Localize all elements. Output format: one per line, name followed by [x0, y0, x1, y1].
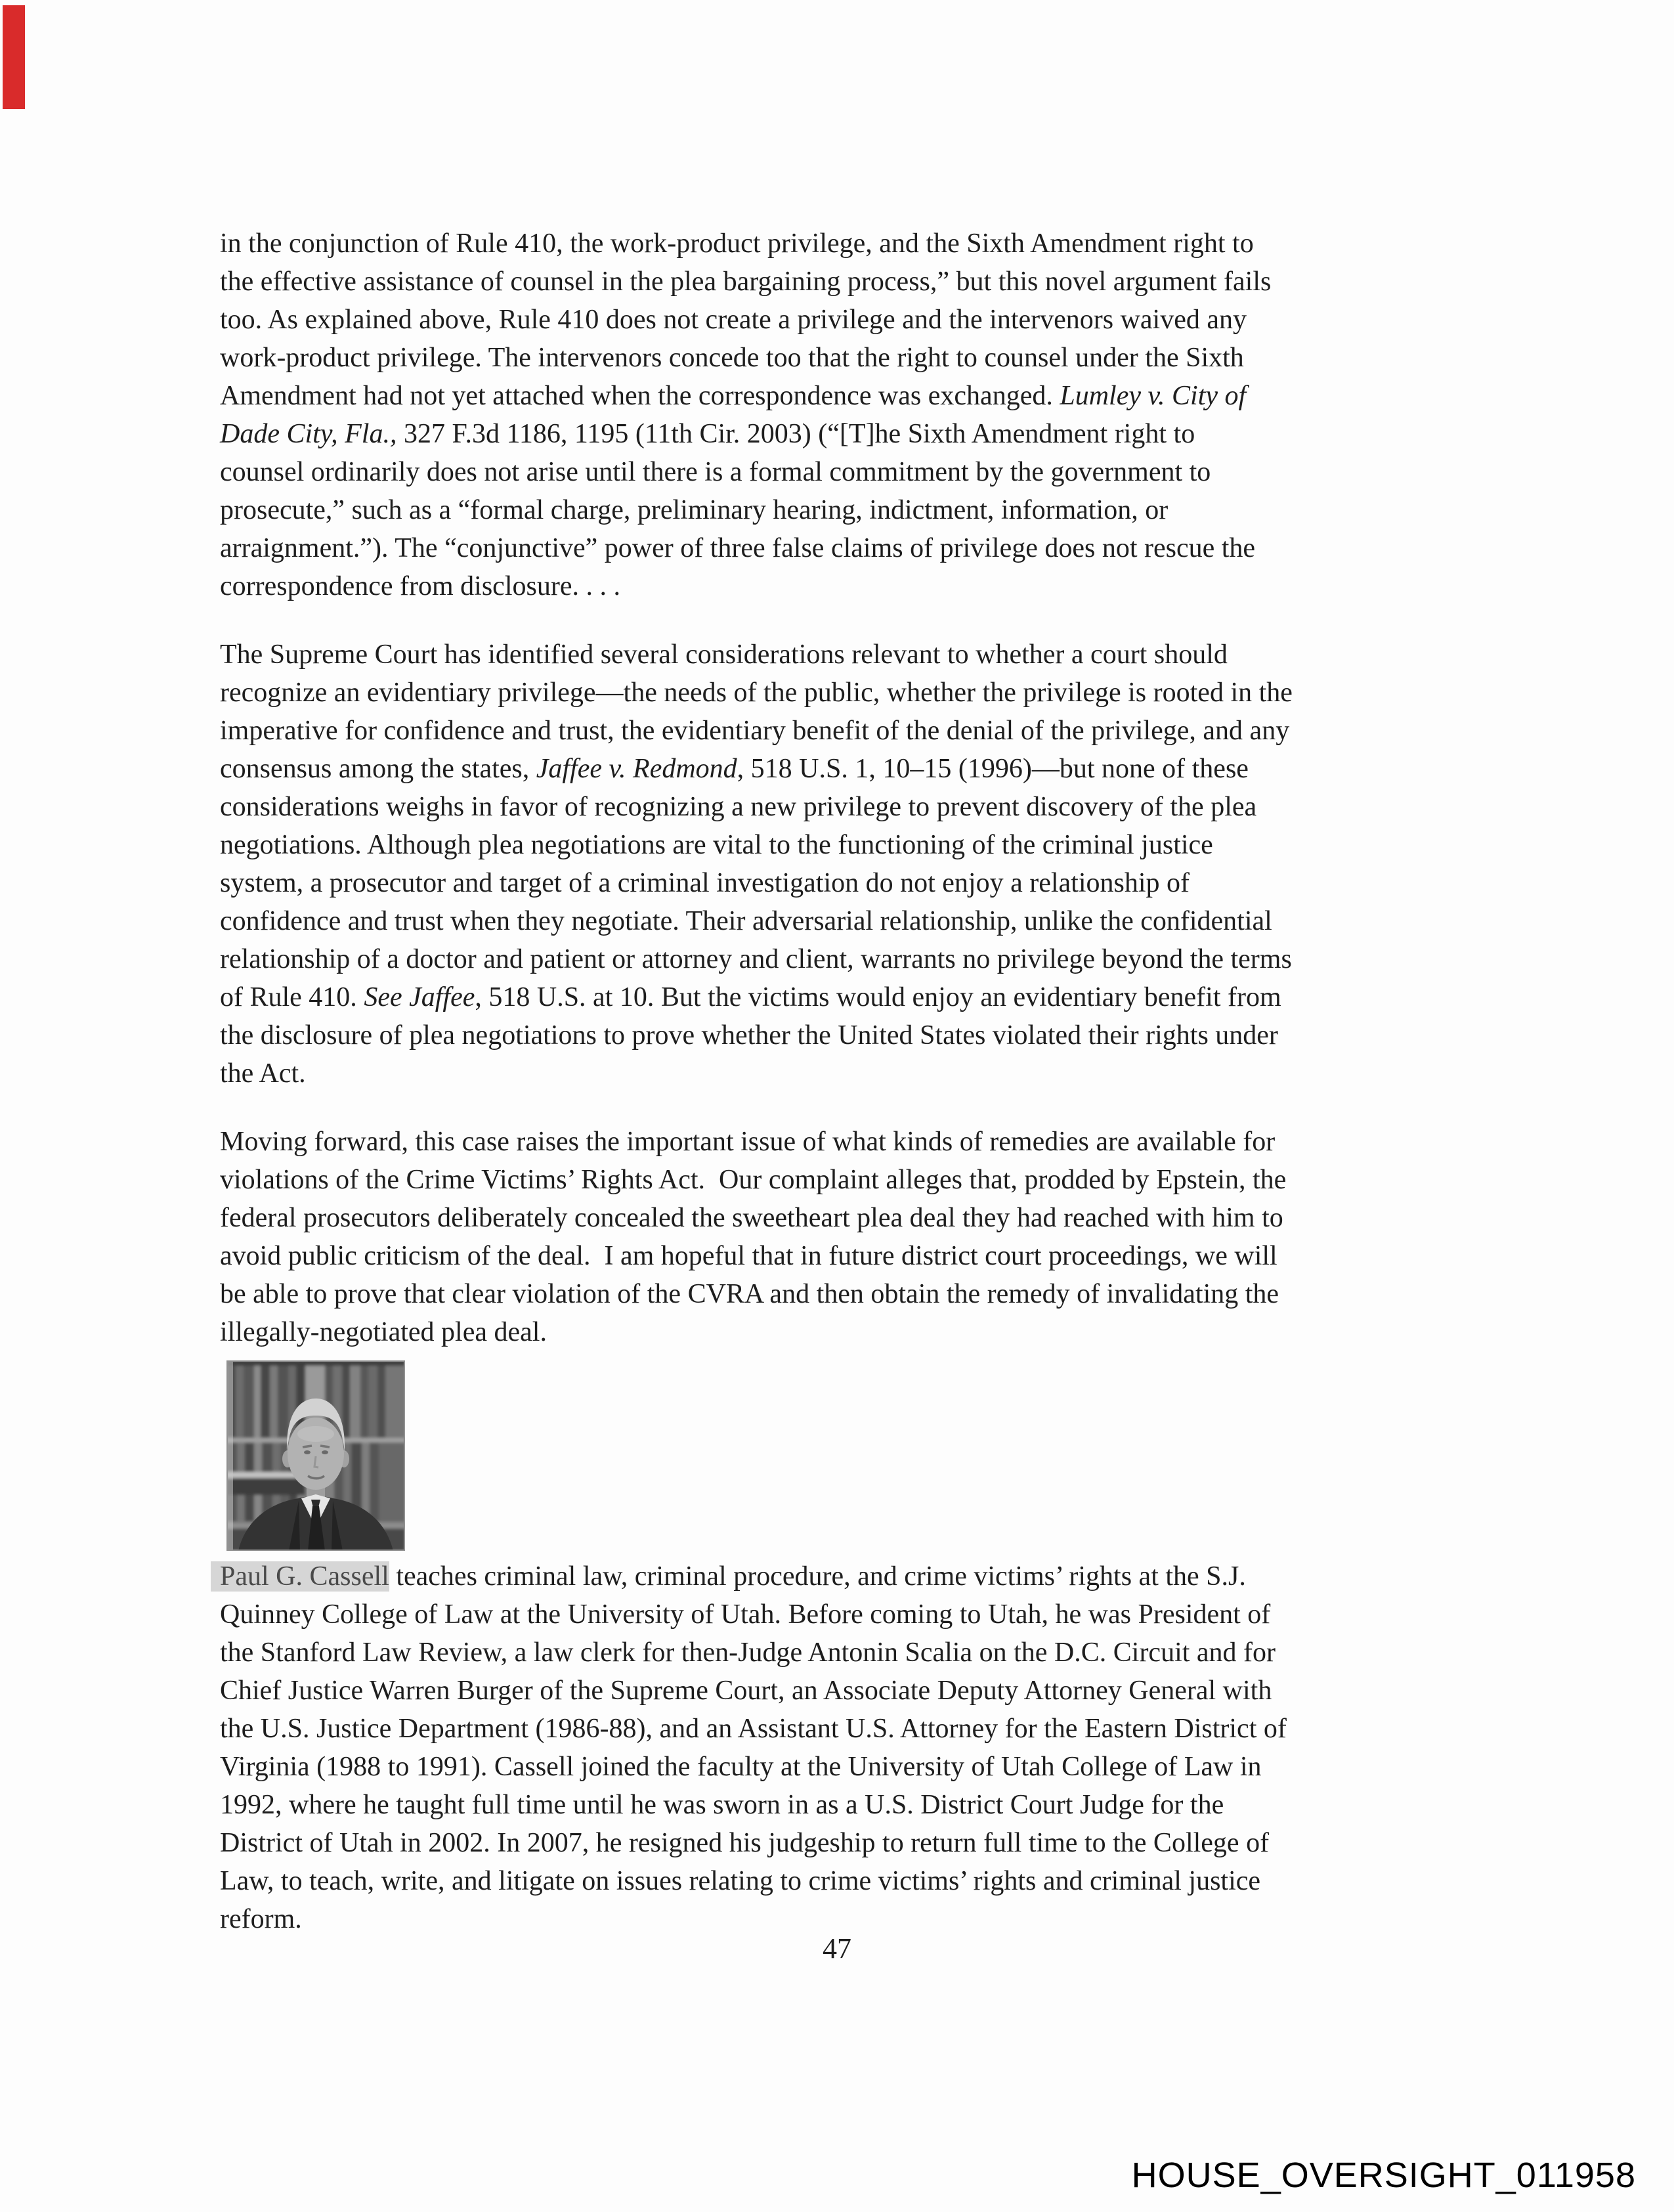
text-run: Dade City, Fla., — [220, 419, 397, 449]
text-run: arraignment.”). The “conjunctive” power of three false claims of privilege does not rescue the — [220, 533, 1256, 563]
text-line — [220, 529, 1467, 567]
text-run: 327 F.3d 1186, 1195 (11th Cir. 2003) (“[T]he Sixth Amendment right to — [397, 419, 1195, 449]
text-line — [220, 1313, 1467, 1351]
text-line — [220, 1275, 1467, 1313]
text-run: Moving forward, this case raises the important issue of what kinds of remedies are available for — [220, 1127, 1276, 1157]
paragraph — [220, 1557, 1467, 1938]
text-line — [220, 1123, 1467, 1161]
text-line — [220, 978, 1467, 1016]
text-run: Lumley v. City of — [1060, 381, 1247, 411]
text-run: the effective assistance of counsel in the plea bargaining process,” but this novel argument fails — [220, 267, 1272, 297]
text-line — [220, 636, 1467, 674]
text-line — [220, 1054, 1467, 1093]
text-line — [220, 377, 1467, 415]
text-run: too. As explained above, Rule 410 does not create a privilege and the intervenors waived any — [220, 305, 1247, 335]
text-line — [220, 1016, 1467, 1054]
text-line — [220, 1786, 1467, 1824]
text-run: the disclosure of plea negotiations to prove whether the United States violated their rights under — [220, 1020, 1278, 1051]
text-run: violations of the Crime Victims’ Rights Act. Our complaint alleges that, prodded by Epstein, the — [220, 1165, 1287, 1195]
paragraph — [220, 225, 1467, 605]
text-run: Quinney College of Law at the University of Utah. Before coming to Utah, he was President of — [220, 1599, 1271, 1630]
text-run: Virginia (1988 to 1991). Cassell joined the faculty at the University of Utah College of Law in — [220, 1752, 1262, 1782]
text-run: prosecute,” such as a “formal charge, preliminary hearing, indictment, information, or — [220, 495, 1169, 525]
text-run: relationship of a doctor and patient or attorney and client, warrants no privilege beyond the terms — [220, 944, 1292, 974]
text-line — [220, 1672, 1467, 1710]
text-run: correspondence from disclosure. . . . — [220, 571, 620, 601]
text-line — [220, 712, 1467, 750]
paul-g-cassell-photo — [226, 1360, 405, 1551]
text-run: avoid public criticism of the deal. I am hopeful that in future district court proceedings, we will — [220, 1241, 1277, 1271]
text-run: system, a prosecutor and target of a criminal investigation do not enjoy a relationship of — [220, 868, 1190, 898]
text-run: Chief Justice Warren Burger of the Supreme Court, an Associate Deputy Attorney General with — [220, 1676, 1272, 1706]
text-line — [220, 567, 1467, 605]
text-run: District of Utah in 2002. In 2007, he resigned his judgeship to return full time to the College of — [220, 1828, 1270, 1858]
text-line — [220, 750, 1467, 788]
text-run: Law, to teach, write, and litigate on issues relating to crime victims’ rights and criminal justice — [220, 1866, 1261, 1896]
text-line — [220, 225, 1467, 263]
page-number: 47 — [823, 1932, 851, 1964]
portrait-image — [226, 1360, 405, 1551]
text-run: recognize an evidentiary privilege—the needs of the public, whether the privilege is rooted in the — [220, 678, 1293, 708]
text-run: 1992, where he taught full time until he was sworn in as a U.S. District Court Judge for the — [220, 1790, 1224, 1820]
text-line — [220, 1595, 1467, 1634]
text-line — [220, 1748, 1467, 1786]
bates-stamp: HOUSE_OVERSIGHT_011958 — [1131, 2156, 1636, 2195]
text-run: work-product privilege. The intervenors concede too that the right to counsel under the Sixth — [220, 343, 1244, 373]
highlighted-name: Paul G. Cassell — [220, 1561, 389, 1592]
text-run: the Act. — [220, 1058, 306, 1089]
text-line — [220, 902, 1467, 940]
text-run: in the conjunction of Rule 410, the work-product privilege, and the Sixth Amendment right to — [220, 228, 1254, 259]
text-run: Amendment had not yet attached when the correspondence was exchanged. — [220, 381, 1060, 411]
document-body — [220, 225, 1467, 1351]
text-run: confidence and trust when they negotiate. Their adversarial relationship, unlike the confidential — [220, 906, 1272, 936]
text-line — [220, 1237, 1467, 1275]
text-line — [220, 826, 1467, 864]
text-run: imperative for confidence and trust, the evidentiary benefit of the denial of the privilege, and any — [220, 716, 1290, 746]
text-line — [220, 674, 1467, 712]
text-run: consensus among the states, — [220, 754, 536, 784]
text-run: The Supreme Court has identified several considerations relevant to whether a court should — [220, 640, 1228, 670]
text-line — [220, 1862, 1467, 1900]
text-line — [220, 1634, 1467, 1672]
text-line — [220, 1199, 1467, 1237]
text-run: counsel ordinarily does not arise until there is a formal commitment by the government to — [220, 457, 1211, 487]
document-content — [220, 225, 1467, 1938]
text-run: Jaffee v. Redmond — [536, 754, 737, 784]
text-line — [220, 453, 1467, 491]
text-line — [220, 301, 1467, 339]
text-run: the U.S. Justice Department (1986-88), and an Assistant U.S. Attorney for the Eastern District of — [220, 1714, 1287, 1744]
red-ink-margin-mark — [3, 5, 25, 109]
text-run: reform. — [220, 1904, 302, 1934]
text-run: illegally-negotiated plea deal. — [220, 1317, 547, 1347]
text-line — [220, 415, 1467, 453]
text-run: be able to prove that clear violation of the CVRA and then obtain the remedy of invalidating the — [220, 1279, 1279, 1309]
text-run: , 518 U.S. 1, 10–15 (1996)—but none of these — [737, 754, 1249, 784]
text-run: See Jaffee — [364, 982, 475, 1012]
text-line — [220, 788, 1467, 826]
text-line — [220, 940, 1467, 978]
text-line — [220, 263, 1467, 301]
text-line — [220, 1824, 1467, 1862]
text-run: , 518 U.S. at 10. But the victims would enjoy an evidentiary benefit from — [475, 982, 1281, 1012]
text-line — [220, 864, 1467, 902]
text-line — [220, 339, 1467, 377]
text-line — [220, 491, 1467, 529]
bio-paragraph — [220, 1557, 1467, 1938]
text-run: considerations weighs in favor of recognizing a new privilege to prevent discovery of the plea — [220, 792, 1257, 822]
text-run: the Stanford Law Review, a law clerk for then-Judge Antonin Scalia on the D.C. Circuit and for — [220, 1637, 1276, 1668]
text-line — [220, 1710, 1467, 1748]
text-run: teaches criminal law, criminal procedure, and crime victims’ rights at the S.J. — [389, 1561, 1246, 1592]
text-line — [220, 1161, 1467, 1199]
text-run: of Rule 410. — [220, 982, 364, 1012]
text-run: federal prosecutors deliberately concealed the sweetheart plea deal they had reached with him to — [220, 1203, 1283, 1233]
paragraph — [220, 636, 1467, 1093]
text-line — [220, 1557, 1467, 1595]
paragraph — [220, 1123, 1467, 1351]
text-run: negotiations. Although plea negotiations are vital to the functioning of the criminal justice — [220, 830, 1213, 860]
